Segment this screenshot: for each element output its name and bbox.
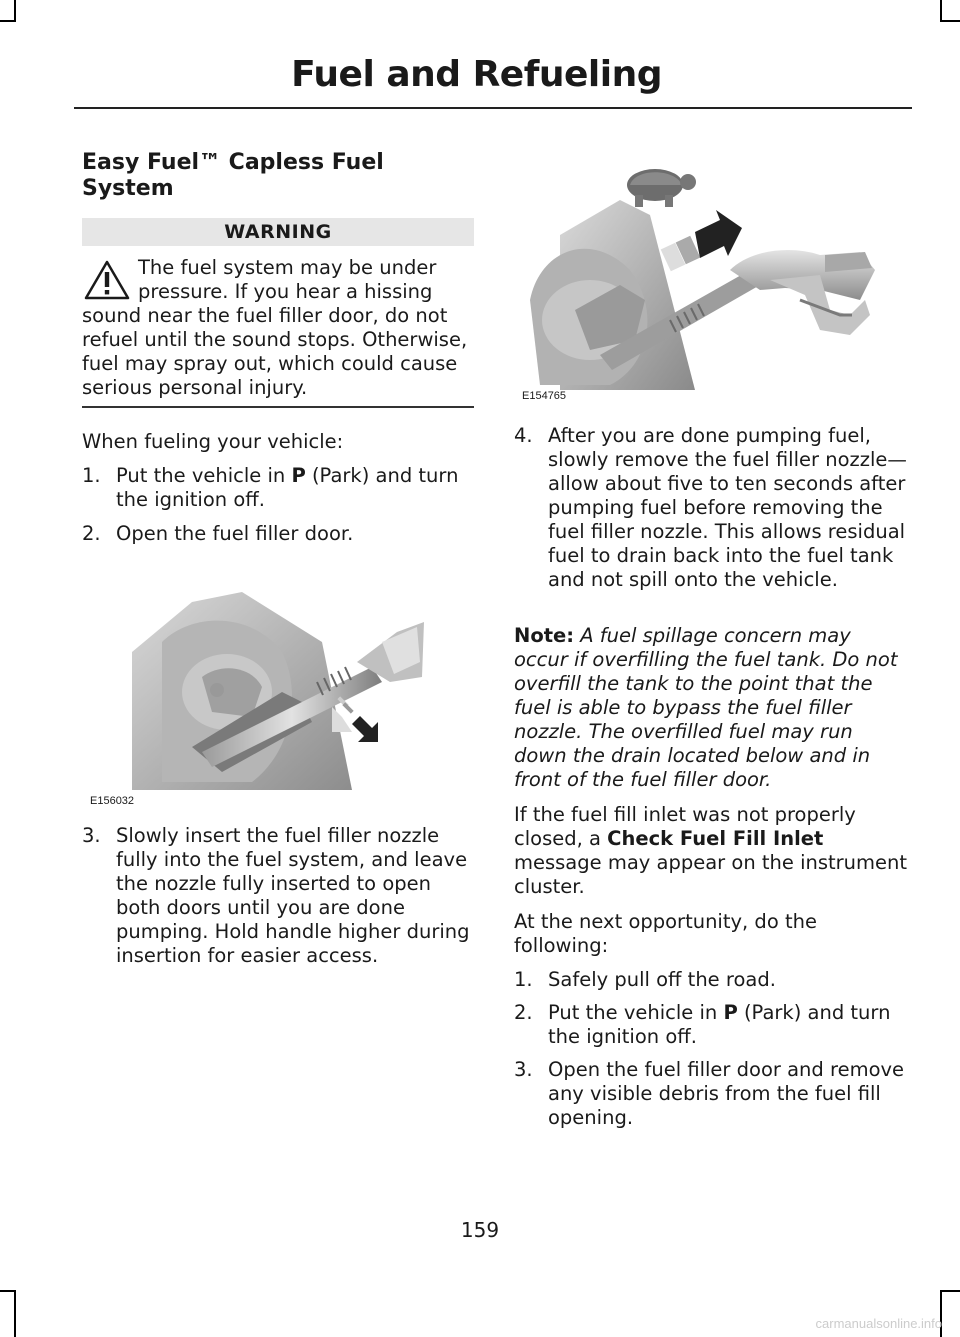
step-item	[82, 464, 476, 512]
step-number: 3.	[82, 824, 101, 847]
step-item	[82, 522, 476, 546]
step-item	[82, 824, 476, 968]
step-item	[514, 968, 908, 992]
note-text: A fuel spillage concern may occur if overfilling the fuel tank. Do not overfill the tank to the point that the fuel is able to bypass the fuel filler nozzle. The overfilled fuel may run down the drain located below and in front of the fuel filler door.	[514, 624, 898, 791]
step-item	[514, 424, 908, 592]
step-item	[514, 1001, 908, 1049]
footer-watermark: carmanualsonline.info	[815, 1316, 942, 1331]
intro-text: When fueling your vehicle:	[82, 430, 344, 453]
crop-mark	[0, 20, 16, 22]
step-text: Open the fuel filler door and remove any visible debris from the fuel fill opening.	[548, 1058, 905, 1129]
step-text: Safely pull off the road.	[548, 968, 776, 991]
step-text: Put the vehicle in P (Park) and turn the ignition off.	[116, 464, 459, 511]
figure-nozzle-removal	[520, 160, 890, 390]
page-number: 159	[460, 1218, 500, 1242]
section-title: Easy Fuel™ Capless Fuel System	[82, 150, 384, 201]
warning-text	[82, 256, 474, 400]
step-text: After you are done pumping fuel, slowly remove the fuel filler nozzle—allow about five to ten seconds after pumping fuel before removing the fuel filler nozzle. This allows residual fuel to drain back into the fuel tank and not spill onto the vehicle.	[548, 424, 907, 591]
crop-mark	[14, 1290, 16, 1337]
header-divider	[74, 107, 912, 109]
inlet-paragraph: If the fuel fill inlet was not properly closed, a Check Fuel Fill Inlet message may appear on the instrument cluster.	[514, 803, 908, 898]
crop-mark	[940, 20, 960, 22]
step-number: 1.	[514, 968, 533, 991]
warning-text-line: pressure. If you hear a hissing	[138, 280, 433, 303]
warning-text-body: sound near the fuel filler door, do not refuel until the sound stops. Otherwise, fuel may spray out, which could cause serious personal injury.	[82, 304, 468, 399]
step-text: Open the fuel filler door.	[116, 522, 354, 545]
step-text: Put the vehicle in P (Park) and turn the ignition off.	[548, 1001, 891, 1048]
step-number: 1.	[82, 464, 101, 487]
step-item	[514, 1058, 908, 1130]
warning-divider	[82, 406, 474, 408]
pull-out-arrow-icon	[661, 210, 742, 271]
figure-code: E156032	[90, 795, 135, 807]
crop-mark	[940, 1290, 960, 1292]
step-number: 4.	[514, 424, 533, 447]
figure-fuel-door-open	[132, 582, 424, 790]
step-number: 2.	[514, 1001, 533, 1024]
next-opportunity-text: At the next opportunity, do the following:	[514, 910, 817, 957]
step-text: Slowly insert the fuel filler nozzle fully into the fuel system, and leave the nozzle fully inserted to open both doors until you are done pumping. Hold handle higher during insertion for easier access.	[116, 824, 470, 967]
step-number: 2.	[82, 522, 101, 545]
crop-mark	[940, 0, 942, 22]
page-header-title: Fuel and Refueling	[291, 54, 662, 95]
cluster-message: Check Fuel Fill Inlet	[607, 827, 824, 850]
warning-text-line: The fuel system may be under	[138, 256, 437, 279]
warning-label: WARNING	[82, 218, 474, 246]
turtle-icon	[627, 169, 696, 207]
step-number: 3.	[514, 1058, 533, 1081]
crop-mark	[14, 0, 16, 22]
note-label: Note:	[514, 624, 575, 647]
note-paragraph	[514, 624, 908, 792]
crop-mark	[0, 1290, 16, 1292]
figure-code: E154765	[522, 390, 567, 402]
